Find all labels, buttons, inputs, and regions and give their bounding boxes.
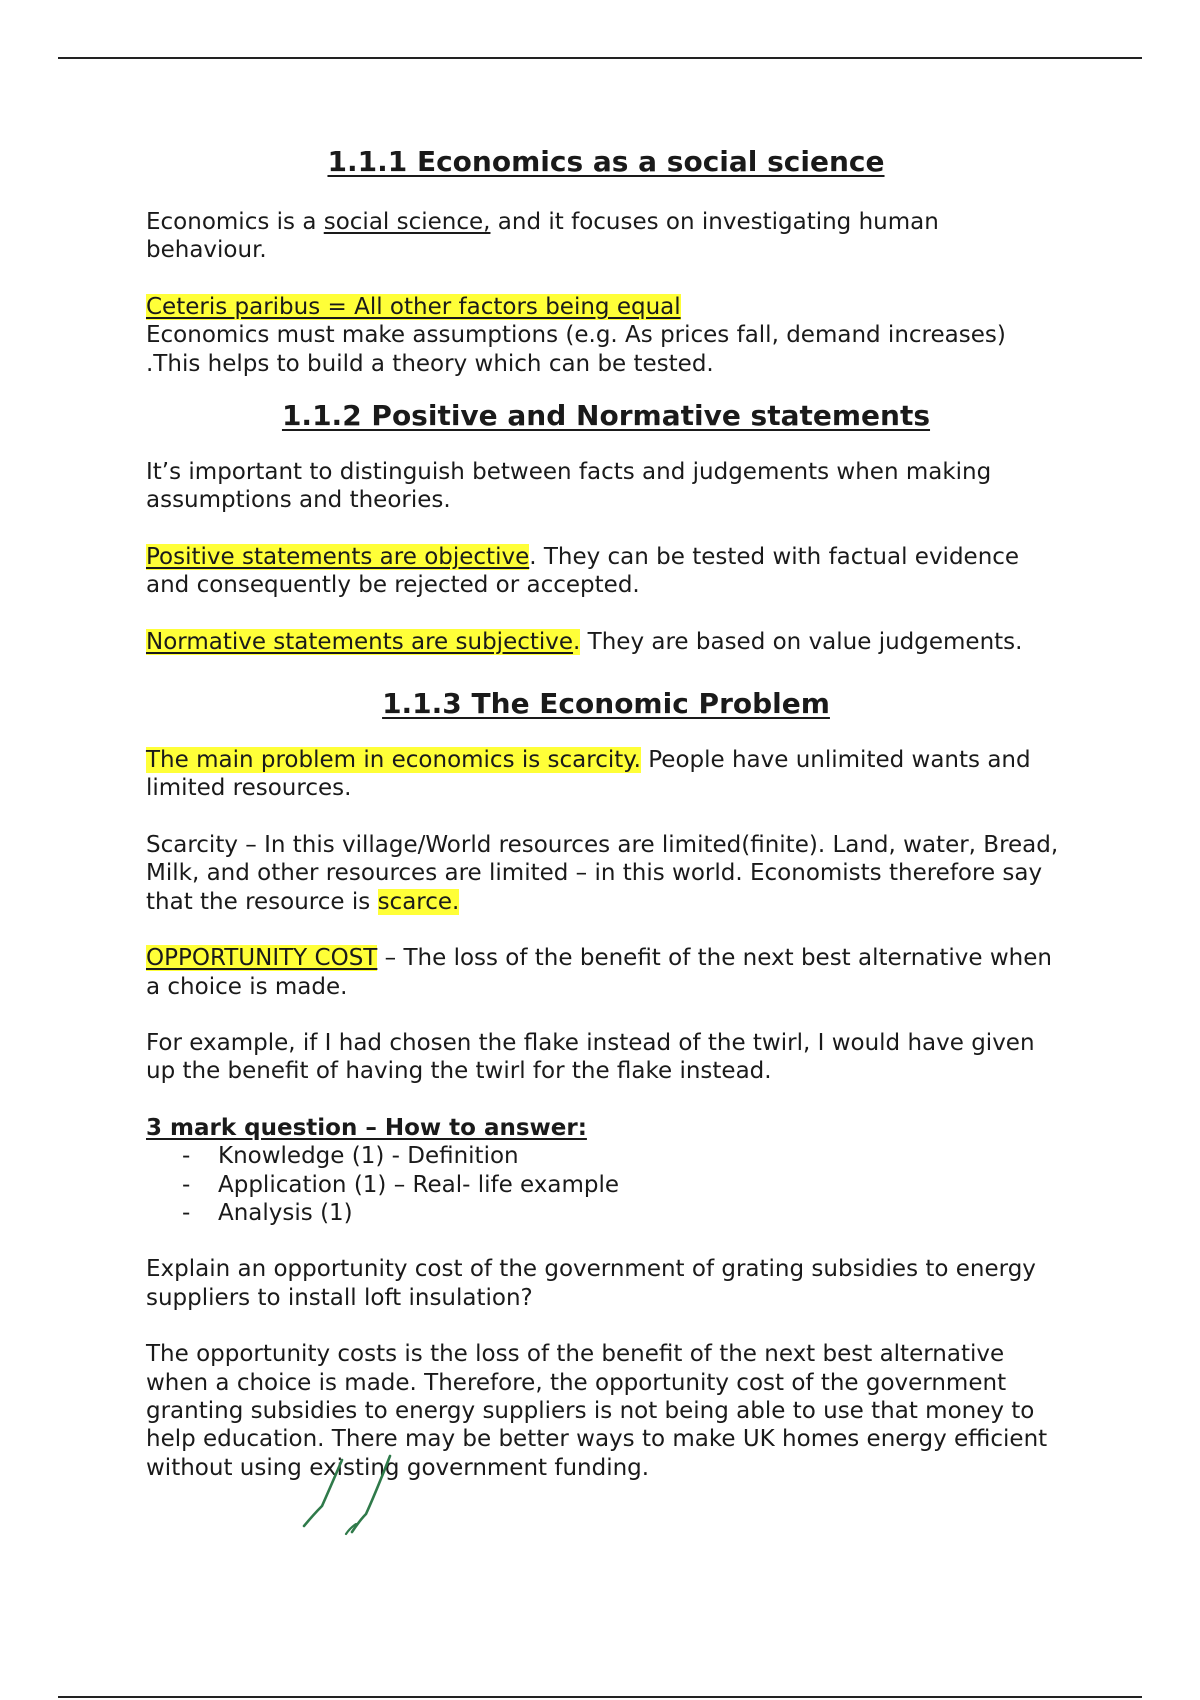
question-paragraph: Explain an opportunity cost of the government of grating subsidies to energy suppliers to install loft insulation? [146, 1256, 1036, 1311]
positive-statements-paragraph: Positive statements are objective. They can be tested with factual evidence and consequently be rejected or accepted. [146, 543, 1020, 599]
social-science-term: social science, [323, 209, 491, 235]
list-item: - Application (1) – Real- life example [146, 1171, 1066, 1199]
example-paragraph: For example, if I had chosen the flake instead of the twirl, I would have given up the benefit of having the twirl for the flake instead. [146, 1029, 1035, 1085]
document-body [146, 142, 1066, 1482]
heading-1-1-2: 1.1.2 Positive and Normative statements [281, 399, 931, 433]
assumptions-paragraph: Economics must make assumptions (e.g. As prices fall, demand increases) .This helps to build a theory which can be tested. [146, 322, 1006, 377]
scarcity-definition-paragraph: Scarcity – In this village/World resources are limited(finite). Land, water, Bread, Milk, and other resources are limited – in this world. Economists therefore say that the resource is scarce. [146, 831, 1059, 915]
mark-criteria-list [146, 1142, 1066, 1227]
footer-rule [58, 1696, 1142, 1698]
list-item: - Analysis (1) [146, 1199, 1066, 1227]
list-item: - Knowledge (1) - Definition [146, 1142, 1066, 1170]
question-heading: 3 mark question – How to answer: [146, 1114, 587, 1141]
normative-statements-paragraph: Normative statements are subjective. They are based on value judgements. [146, 628, 1023, 655]
opportunity-cost-definition: OPPORTUNITY COST – The loss of the benefit of the next best alternative when a choice is made. [146, 945, 1052, 1000]
ceteris-paribus-definition: Ceteris paribus = All other factors being equal [146, 293, 681, 320]
social-science-paragraph: Economics is a social science, and it focuses on investigating human behaviour. [146, 209, 939, 264]
heading-1-1-1: 1.1.1 Economics as a social science [327, 145, 885, 178]
header-rule [58, 57, 1142, 59]
answer-paragraph: The opportunity costs is the loss of the benefit of the next best alternative when a choice is made. Therefore, the opportunity cost of the government granting subsidies to energy suppliers is not being able to use that money to help education. There may be better ways to make UK homes energy efficient without using existing government funding. [146, 1341, 1048, 1481]
handwritten-tick-marks-icon [300, 1448, 440, 1538]
scarcity-problem-paragraph: The main problem in economics is scarcity. People have unlimited wants and limited resources. [146, 747, 1031, 802]
facts-judgements-paragraph: It’s important to distinguish between facts and judgements when making assumptions and theories. [146, 459, 992, 514]
heading-1-1-3: 1.1.3 The Economic Problem [382, 687, 830, 721]
